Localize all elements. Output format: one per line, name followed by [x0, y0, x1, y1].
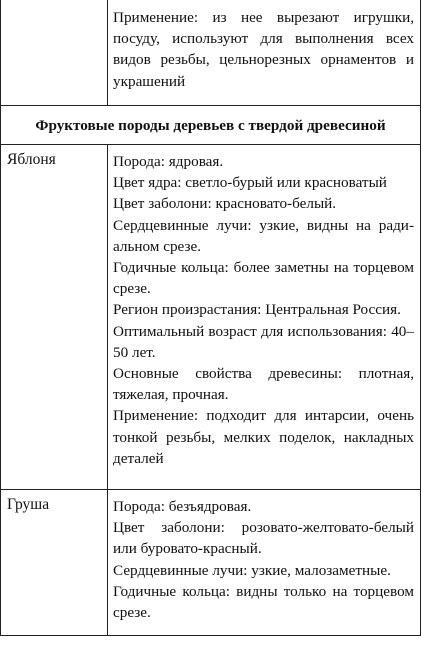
- section-header-cell: [1, 106, 421, 145]
- species-name: Груша: [7, 496, 50, 514]
- description-line: Применение: подходит для интарсии, очень тонкой резьбы, мелких поделок, накладных деталей: [113, 407, 414, 467]
- description-line: Годичные кольца: видны только на торцевом срезе.: [113, 582, 414, 622]
- description-line: Порода: безъядровая.: [113, 498, 252, 516]
- species-description-cell: [108, 0, 421, 106]
- section-title: Фруктовые породы деревьев с твердой древесиной: [35, 117, 386, 134]
- species-name-cell: [1, 490, 108, 636]
- species-description-cell: [108, 490, 421, 636]
- species-description-cell: [108, 145, 421, 490]
- description-line: Цвет заболони: красновато-белый.: [113, 195, 337, 213]
- description-line: Порода: ядровая.: [113, 153, 224, 170]
- description-line: Сердцевинные лучи: узкие, видны на радиальном срезе.: [113, 216, 414, 255]
- table-row: [1, 490, 421, 636]
- table-row: [1, 145, 421, 490]
- description-line: Цвет заболони: розовато-желтовато-белый или буровато-красный.: [113, 519, 414, 558]
- table-row: [1, 0, 421, 106]
- description-line: Основные свойства древесины: плотная, тяжелая, прочная.: [113, 365, 414, 404]
- species-name-cell: [1, 0, 108, 106]
- description-line: Сердцевинные лучи: узкие, малозаметные.: [113, 561, 391, 579]
- description-line: Применение: из нее вырезают игрушки, посуду, используют для выполнения всех видов резьбы, цельнорезных орнаментов и украшений: [113, 9, 414, 90]
- description-line: Цвет ядра: светло-бурый или красноватый: [113, 174, 387, 192]
- species-name-cell: [1, 145, 108, 490]
- section-header-row: [1, 106, 421, 145]
- description-line: Регион произрастания: Центральная Россия.: [113, 301, 401, 319]
- description-line: Оптимальный возраст для использования: 40–50 лет.: [113, 322, 414, 361]
- species-name: [1, 0, 107, 1]
- description-line: Годичные кольца: более заметны на торцевом срезе.: [113, 259, 414, 298]
- species-name: Яблоня: [7, 151, 56, 168]
